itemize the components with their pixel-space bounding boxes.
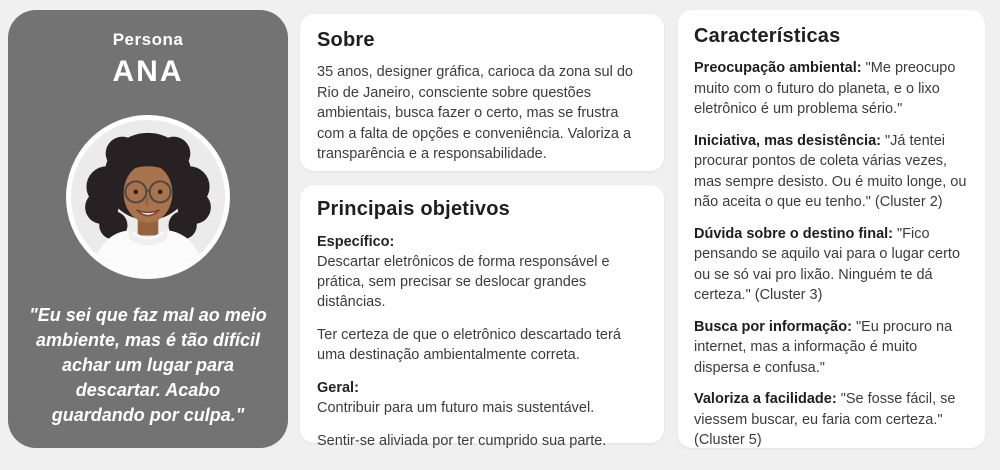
characteristic-item-initiative — [694, 131, 969, 213]
characteristics-title: Características — [694, 25, 841, 47]
objective-general-text-1: Contribuir para um futuro mais sustentável. — [317, 400, 595, 416]
characteristic-label: Dúvida sobre o destino final: — [694, 225, 893, 242]
characteristic-quote: "Me preocupo muito com o futuro do planeta, e o lixo eletrônico é um problema sério." — [694, 60, 956, 117]
persona-name: ANA — [112, 55, 184, 88]
persona-label: Persona — [112, 30, 184, 49]
about-body: 35 anos, designer gráfica, carioca da zona sul do Rio de Janeiro, consciente sobre questões ambientais, busca fazer o certo, mas se frustra com a falta de opções e conveniência. Valoriza a transparência e a responsabilidade. — [317, 64, 633, 162]
objectives-card — [300, 185, 664, 449]
characteristic-label: Valoriza a facilidade: — [694, 391, 837, 407]
woman-avatar-illustration — [71, 120, 225, 274]
characteristic-label: Busca por informação: — [694, 318, 852, 335]
characteristic-item-final-destination — [694, 224, 969, 306]
characteristic-quote: "Já tentei procurar pontos de coleta várias vezes, mas sempre desisto. Ou é muito longe, ou não aceita o que eu tenho." (Cluster 2) — [694, 132, 967, 210]
characteristic-quote: "Se fosse fácil, se viessem buscar, eu faria com certeza." (Cluster 5) — [694, 391, 956, 448]
objective-specific-text-1: Descartar eletrônicos de forma responsável e prática, sem precisar se deslocar grandes distâncias. — [317, 254, 610, 310]
about-card — [300, 14, 664, 171]
persona-photo — [66, 115, 230, 279]
characteristic-quote: "Eu procuro na internet, mas a informação é muito dispersa e confusa." — [694, 318, 953, 376]
about-title: Sobre — [317, 29, 375, 51]
characteristic-item-ease — [694, 389, 969, 451]
characteristic-quote: "Fico pensando se aquilo vai para o lugar certo ou se só vai pro lixão. Ninguém te dá certeza." (Cluster 3) — [694, 225, 961, 303]
objective-specific-label: Específico: — [317, 234, 395, 250]
characteristic-label: Iniciativa, mas desistência: — [694, 132, 881, 149]
characteristic-item-information — [694, 317, 969, 379]
objectives-title: Principais objetivos — [317, 198, 510, 220]
persona-panel — [8, 10, 288, 448]
characteristics-card — [678, 10, 985, 448]
objective-general-text-2: Sentir-se aliviada por ter cumprido sua parte. — [317, 433, 607, 449]
persona-quote: "Eu sei que faz mal ao meio ambiente, mas é tão difícil achar um lugar para descartar. Acabo guardando por culpa." — [29, 305, 267, 425]
characteristic-item-environment — [694, 58, 969, 120]
objective-general-label: Geral: — [317, 380, 359, 396]
objective-specific-text-2: Ter certeza de que o eletrônico descartado terá uma destinação ambientalmente correta. — [317, 327, 621, 363]
characteristic-label: Preocupação ambiental: — [694, 60, 862, 76]
